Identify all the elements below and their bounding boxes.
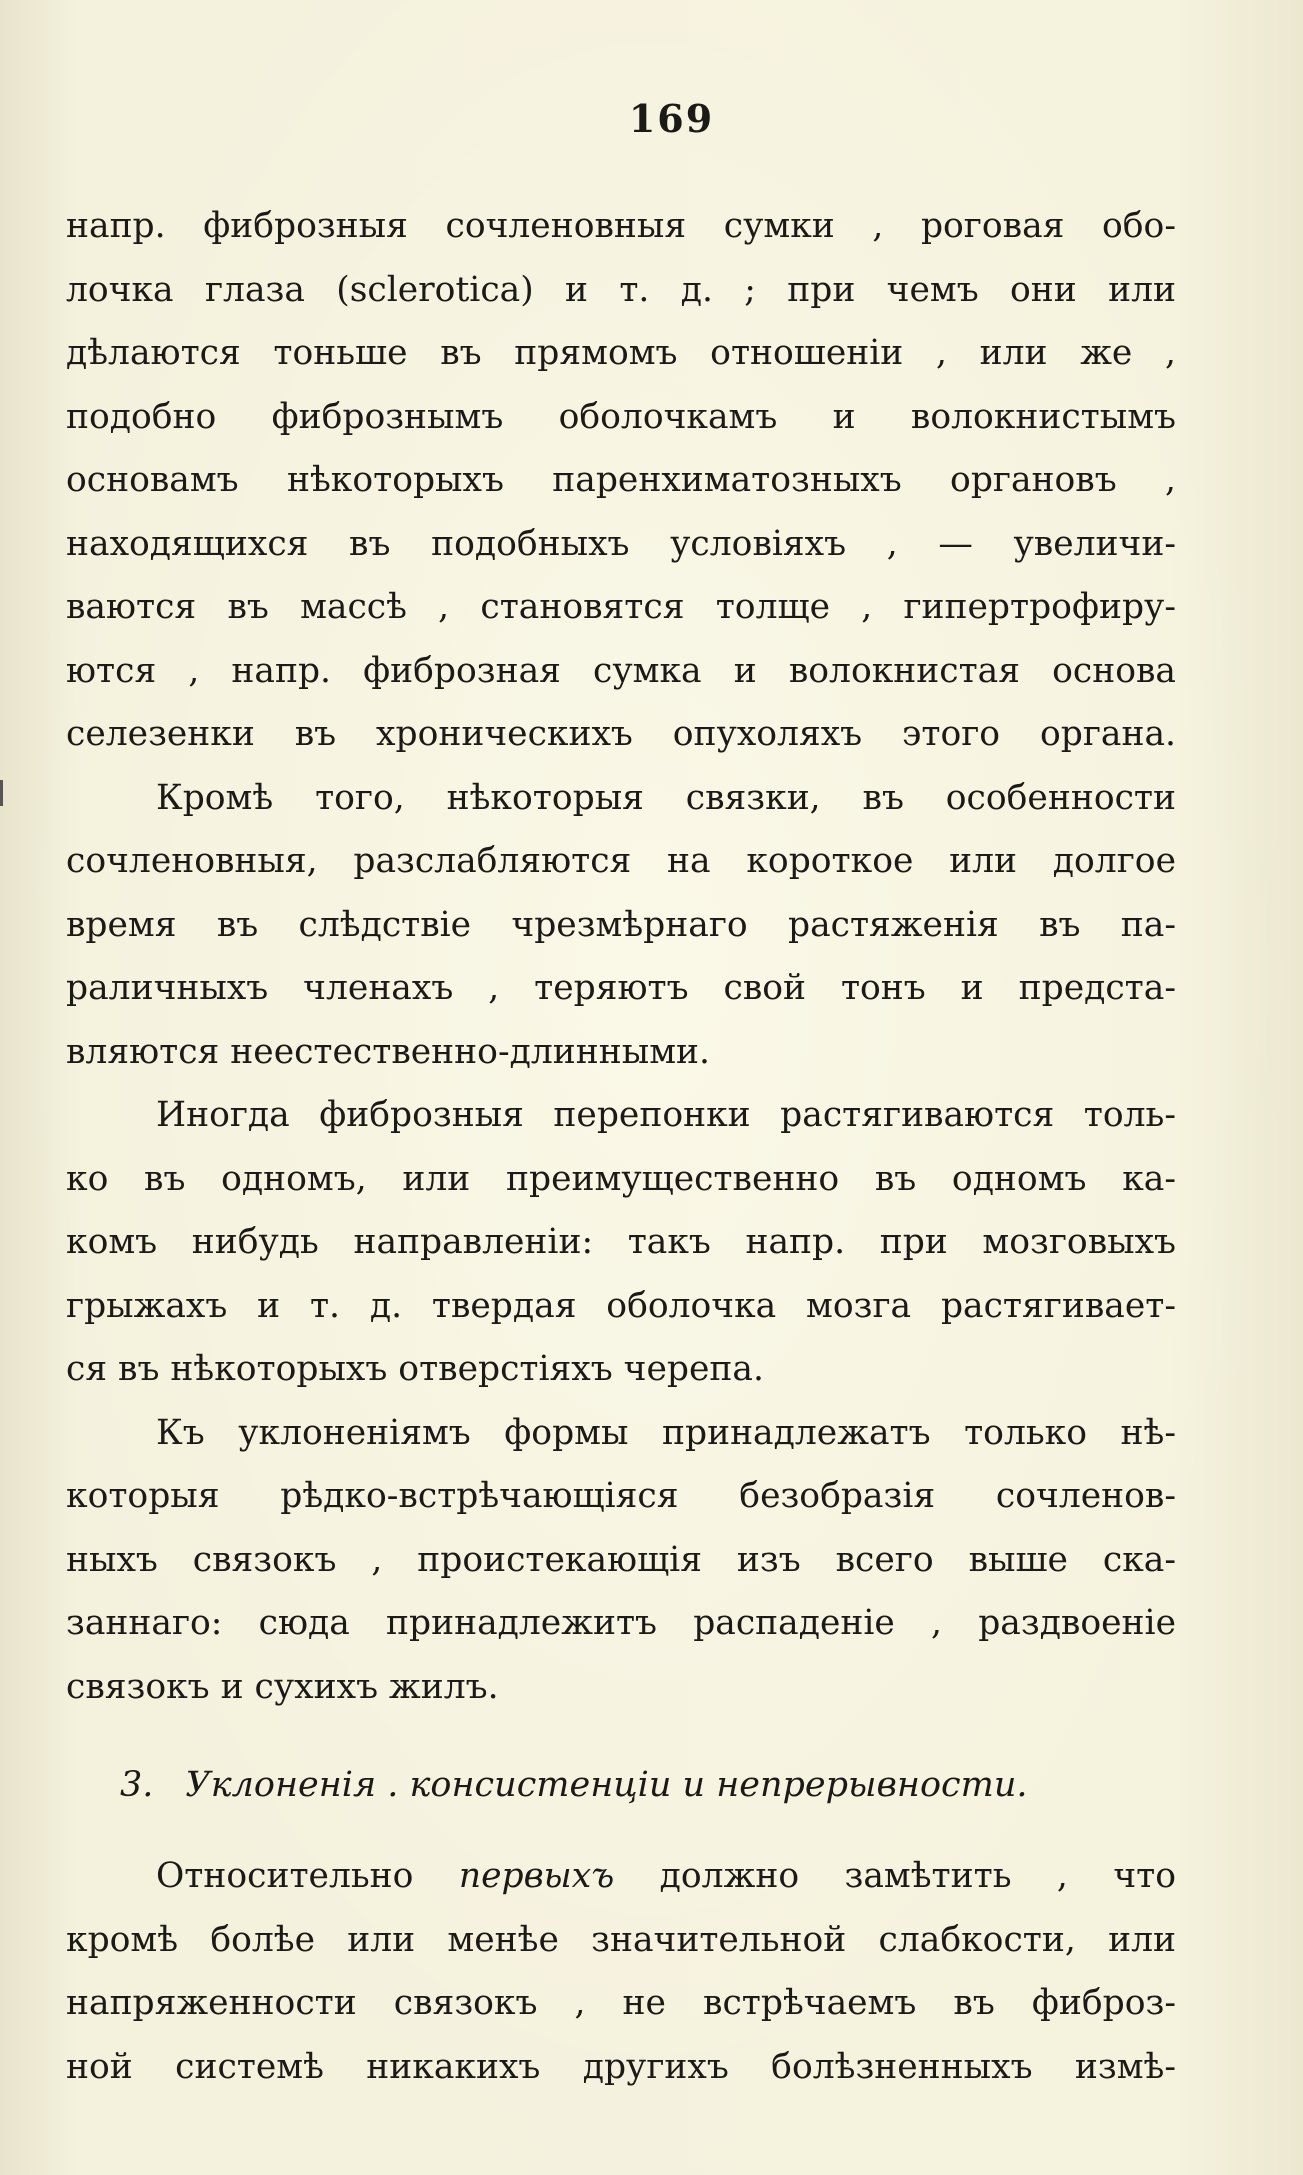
section-title: Уклоненiя . консистенцiи и непрерывности. (185, 1765, 1028, 1805)
text-line: которыя рѣдко-встрѣчающiяся безобразiя сочленов- (66, 1476, 1176, 1516)
text-line: ваются въ массѣ , становятся толще , гипертрофиру- (66, 587, 1176, 627)
margin-mark (0, 780, 3, 806)
paragraph-1 (66, 195, 1176, 767)
text-line: ся въ нѣкоторыхъ отверстiяхъ черепа. (66, 1349, 764, 1389)
text-line: Иногда фиброзныя перепонки растягиваются толь- (156, 1095, 1176, 1135)
text-line: комъ нибудь направленiи: такъ напр. при мозговыхъ (66, 1222, 1176, 1262)
paragraph-5 (66, 1845, 1176, 2099)
text-line: дѣлаются тоньше въ прямомъ отношенiи , или же , (66, 333, 1176, 373)
text-line: селезенки въ хроническихъ опухоляхъ этого органа. (66, 714, 1176, 754)
text-line: ко въ одномъ, или преимущественно въ одномъ ка- (66, 1158, 1176, 1199)
text-line: сочленовныя, разслабляются на короткое или долгое (66, 841, 1176, 881)
text-line: ются , напр. фиброзная сумка и волокнистая основа (66, 650, 1176, 691)
text-run: должно замѣтить , что (614, 1856, 1176, 1896)
section-number: 3. (120, 1765, 154, 1805)
text-line: связокъ и сухихъ жилъ. (66, 1666, 499, 1707)
section-heading (120, 1755, 1170, 1815)
text-line: вляются неестественно-длинными. (66, 1031, 710, 1072)
text-line (66, 1845, 1176, 1909)
italic-word: первыхъ (458, 1856, 615, 1896)
text-line: Къ уклоненiямъ формы принадлежатъ только нѣ- (156, 1412, 1176, 1453)
text-line: время въ слѣдствiе чрезмѣрнаго растяженiя въ па- (66, 904, 1176, 945)
text-line: заннаго: сюда принадлежитъ распаденiе , раздвоенiе (66, 1603, 1176, 1643)
text-line: напряженности связокъ , не встрѣчаемъ въ фиброз- (66, 1983, 1176, 2023)
text-line: основамъ нѣкоторыхъ паренхиматозныхъ органовъ , (66, 460, 1176, 500)
text-line: раличныхъ членахъ , теряютъ свой тонъ и предста- (66, 968, 1176, 1008)
text-line: ной системѣ никакихъ другихъ болѣзненныхъ измѣ- (66, 2046, 1176, 2087)
text-line: грыжахъ и т. д. твердая оболочка мозга растягивает- (66, 1285, 1176, 1326)
paragraph-4 (66, 1402, 1176, 1720)
body-text (66, 195, 1176, 1719)
text-line: находящихся въ подобныхъ условiяхъ , — увеличи- (66, 523, 1176, 564)
paragraph-2 (66, 767, 1176, 1085)
text-line: кромѣ болѣе или менѣе значительной слабкости, или (66, 1919, 1176, 1960)
page-number: 169 (628, 96, 715, 141)
text-line: напр. фиброзныя сочленовныя сумки , роговая обо- (66, 206, 1176, 246)
text-run: Относительно (156, 1856, 459, 1896)
text-line: ныхъ связокъ , проистекающiя изъ всего выше ска- (66, 1539, 1176, 1580)
text-line: лочка глаза (sclerotica) и т. д. ; при чемъ они или (66, 269, 1176, 310)
text-line: подобно фибрознымъ оболочкамъ и волокнистымъ (66, 396, 1176, 437)
paragraph-3 (66, 1084, 1176, 1402)
text-line: Кромѣ того, нѣкоторыя связки, въ особенности (156, 777, 1176, 818)
